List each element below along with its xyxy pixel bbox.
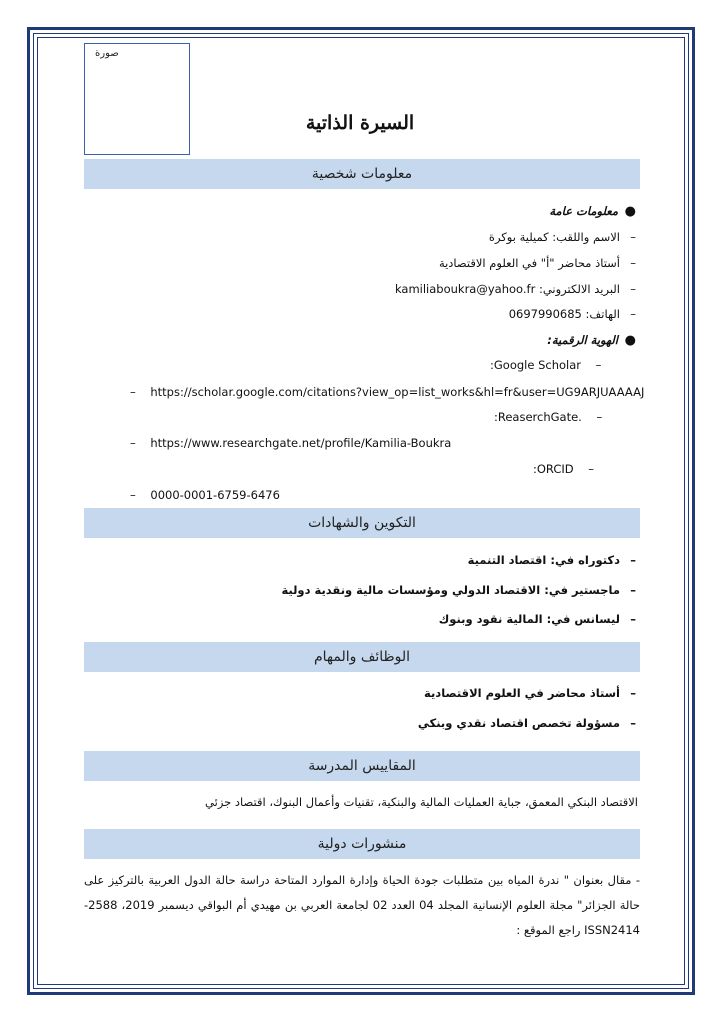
- section-education-header: التكوين والشهادات: [84, 508, 640, 538]
- general-info-heading: ●معلومات عامة: [549, 204, 636, 219]
- digital-id-heading: ●الهوية الرقمية:: [547, 333, 636, 348]
- education-item-license: –ليسانس في: المالية نقود وبنوك: [438, 612, 636, 626]
- researchgate-link[interactable]: https://www.researchgate.net/profile/Kamilia-Boukra: [150, 436, 452, 450]
- section-publications-header: منشورات دولية: [84, 829, 640, 859]
- email-line: –البريد الالكتروني: kamiliaboukra@yahoo.fr: [394, 282, 636, 296]
- phone-line: –الهاتف: 0697990685: [508, 307, 636, 321]
- bullet-icon: ●: [624, 333, 636, 348]
- section-courses-header: المقاييس المدرسة: [84, 751, 640, 781]
- dash-icon: –: [630, 256, 636, 270]
- dash-icon: –: [630, 583, 636, 597]
- researchgate-url-line[interactable]: – https://www.researchgate.net/profile/Kamilia-Boukra: [130, 436, 452, 450]
- dash-icon: –: [630, 553, 636, 567]
- orcid-label-line: :ORCID –: [533, 462, 594, 476]
- position-line: –أستاذ محاضر "أ" في العلوم الاقتصادية: [438, 256, 636, 270]
- dash-icon: –: [630, 282, 636, 296]
- dash-icon: –: [630, 716, 636, 730]
- section-personal-header: معلومات شخصية: [84, 159, 640, 189]
- dash-icon: –: [630, 230, 636, 244]
- courses-text: الاقتصاد البنكي المعمق، جباية العمليات المالية والبنكية، تقنيات وأعمال البنوك، اقتصاد جزئي: [205, 795, 638, 809]
- publication-text: - مقال بعنوان " ندرة المياه بين متطلبات جودة الحياة وإدارة الموارد المتاحة دراسة حالة الدول العربية بالتركيز على حالة الجزائر" مجلة العلوم الإنسانية المجلد 04 العدد 02 لجامعة العربي بن مهيدي أم البواقي ديسمبر 2019، 2588-ISSN2414 راجع الموقع :: [84, 873, 641, 937]
- dash-icon: –: [630, 612, 636, 626]
- education-item-doctorate: –دكتوراه في: اقتصاد التنمية: [467, 553, 636, 567]
- scholar-link[interactable]: https://scholar.google.com/citations?view_op=list_works&hl=fr&user=UG9ARJUAAAAJ: [150, 385, 645, 399]
- document-title: السيرة الذاتية: [305, 112, 415, 134]
- dash-icon: –: [630, 307, 636, 321]
- job-item-specialty-head: –مسؤولة تخصص اقتصاد نقدي وبنكي: [417, 716, 636, 730]
- section-jobs-header: الوظائف والمهام: [84, 642, 640, 672]
- scholar-url-line[interactable]: – https://scholar.google.com/citations?view_op=list_works&hl=fr&user=UG9ARJUAAAAJ: [130, 385, 645, 399]
- photo-placeholder: [84, 43, 190, 155]
- name-line: –الاسم واللقب: كميلية بوكرة: [488, 230, 636, 244]
- education-item-master: –ماجستير في: الاقتصاد الدولي ومؤسسات مالية ونقدية دولية: [281, 583, 636, 597]
- researchgate-label-line: :ReaserchGate. –: [494, 410, 603, 424]
- dash-icon: –: [630, 686, 636, 700]
- job-item-lecturer: –أستاذ محاضر في العلوم الاقتصادية: [424, 686, 636, 700]
- bullet-icon: ●: [624, 204, 636, 219]
- scholar-label-line: :Google Scholar –: [490, 358, 602, 372]
- orcid-id-line: – 0000-0001-6759-6476: [130, 488, 280, 502]
- photo-label: صورة: [95, 48, 119, 59]
